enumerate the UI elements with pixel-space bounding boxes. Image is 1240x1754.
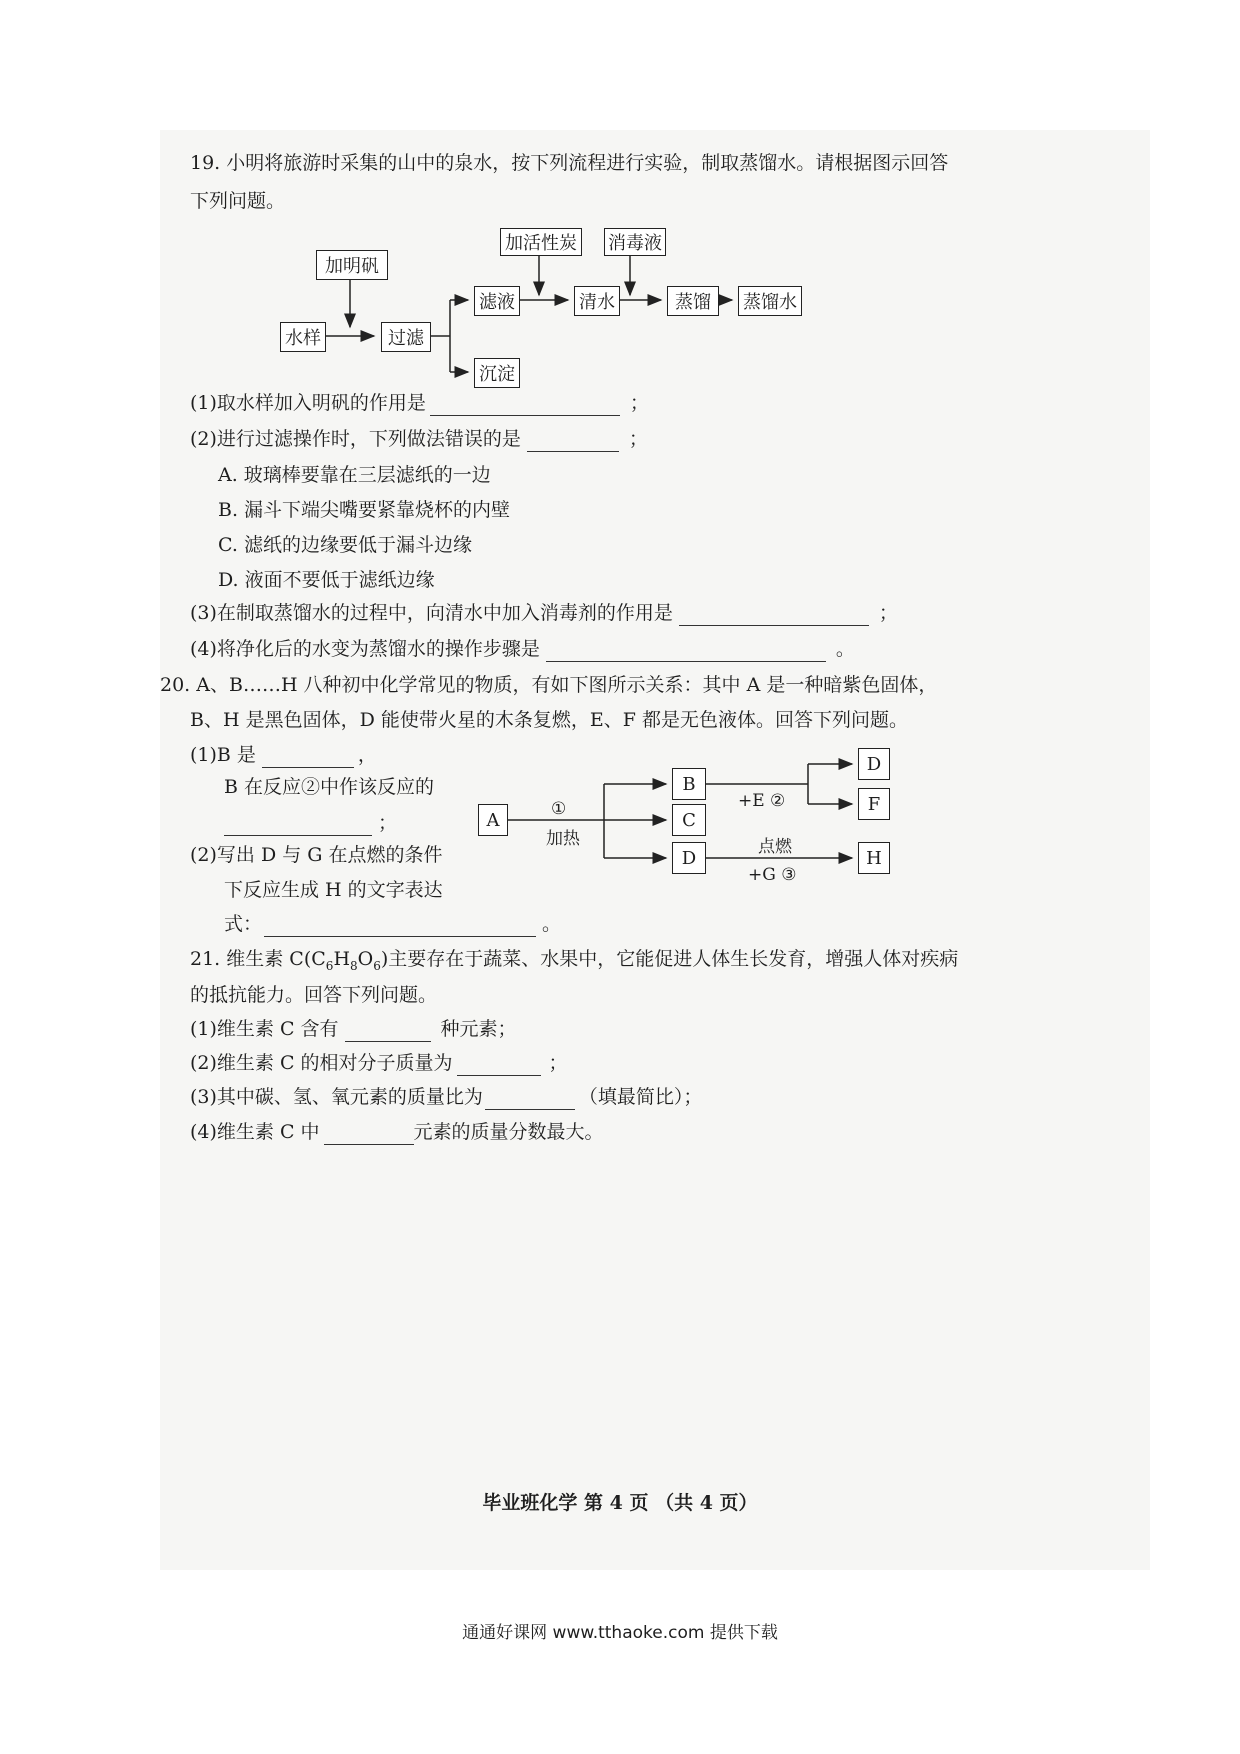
flow-filtrate-box: 滤液: [474, 286, 520, 316]
q19-option-d: D. 液面不要低于滤纸边缘: [218, 569, 435, 591]
q19-option-c: C. 滤纸的边缘要低于漏斗边缘: [218, 534, 472, 556]
flow-carbon-box: 加活性炭: [500, 228, 582, 256]
flow-distill-box: 蒸馏: [667, 286, 719, 316]
q20-part1-line3: ；: [224, 810, 397, 836]
node-h: H: [858, 842, 890, 874]
q21-part3-blank[interactable]: [485, 1089, 575, 1110]
q21-part2: (2)维生素 C 的相对分子质量为 ；: [190, 1052, 568, 1074]
q19-option-b: B. 漏斗下端尖嘴要紧靠烧杯的内壁: [218, 499, 511, 521]
flow-filter-box: 过滤: [381, 322, 431, 352]
plus-g-label: +G ③: [748, 865, 797, 885]
q19-stem-line2: 下列问题。: [190, 190, 286, 212]
q20-stem-line2: B、H 是黑色固体，D 能使带火星的木条复燃，E、F 都是无色液体。回答下列问题。: [190, 709, 908, 731]
q20-stem-line1: 20. A、B……H 八种初中化学常见的物质，有如下图所示关系：其中 A 是一种暗紫色固体，: [160, 674, 938, 696]
q19-part4: (4)将净化后的水变为蒸馏水的操作步骤是 。: [190, 638, 855, 660]
reaction-1-label: ①: [551, 799, 567, 819]
node-f: F: [858, 788, 890, 820]
download-credit: 通通好课网 www.tthaoke.com 提供下载: [462, 1623, 778, 1643]
ignite-label: 点燃: [758, 837, 792, 857]
q20-part2-line2: 下反应生成 H 的文字表达: [224, 879, 443, 901]
q20-part2-line3: 式： 。: [224, 913, 562, 935]
q20-part1: (1)B 是 ，: [190, 744, 377, 766]
q21-part4-blank[interactable]: [324, 1124, 414, 1145]
page-footer: 毕业班化学 第 4 页 （共 4 页）: [482, 1492, 758, 1514]
flow-disinfectant-box: 消毒液: [604, 228, 666, 256]
flow-sample-box: 水样: [280, 322, 326, 352]
node-c: C: [672, 804, 706, 836]
node-a: A: [478, 804, 508, 836]
node-b: B: [672, 768, 706, 800]
q21-part3: (3)其中碳、氢、氧元素的质量比为 （填最简比）；: [190, 1086, 703, 1108]
q21-stem-line2: 的抵抗能力。回答下列问题。: [190, 984, 438, 1006]
q21-part2-blank[interactable]: [457, 1055, 541, 1076]
node-d: D: [672, 842, 706, 874]
q19-stem-line1: 19. 小明将旅游时采集的山中的泉水，按下列流程进行实验，制取蒸馏水。请根据图示回答: [190, 152, 949, 174]
q19-option-a: A. 玻璃棒要靠在三层滤纸的一边: [218, 464, 491, 486]
flow-clear-water-box: 清水: [574, 286, 620, 316]
q19-part1: (1)取水样加入明矾的作用是 ；: [190, 392, 649, 414]
q21-part1-blank[interactable]: [345, 1021, 431, 1042]
heat-label: 加热: [546, 829, 580, 849]
q20-part2-line1: (2)写出 D 与 G 在点燃的条件: [190, 844, 443, 866]
q21-part4: (4)维生素 C 中 元素的质量分数最大。: [190, 1121, 604, 1143]
flow-alum-box: 加明矾: [316, 250, 388, 280]
q20-part1-line2: B 在反应②中作该反应的: [224, 776, 435, 798]
flow-precipitate-box: 沉淀: [474, 358, 520, 388]
plus-e-label: +E ②: [738, 791, 786, 811]
node-d-product: D: [858, 748, 890, 780]
flow-distilled-water-box: 蒸馏水: [738, 286, 802, 316]
q19-part2: (2)进行过滤操作时，下列做法错误的是 ；: [190, 428, 648, 450]
q21-stem-line1: 21. 维生素 $C(C_6H_8O_6)$主要存在于蔬菜、水果中，它能促进人体生长发育，增强人体对疾病: [190, 948, 959, 973]
q19-part3: (3)在制取蒸馏水的过程中，向清水中加入消毒剂的作用是 ；: [190, 602, 898, 624]
q21-part1: (1)维生素 C 含有 种元素；: [190, 1018, 517, 1040]
